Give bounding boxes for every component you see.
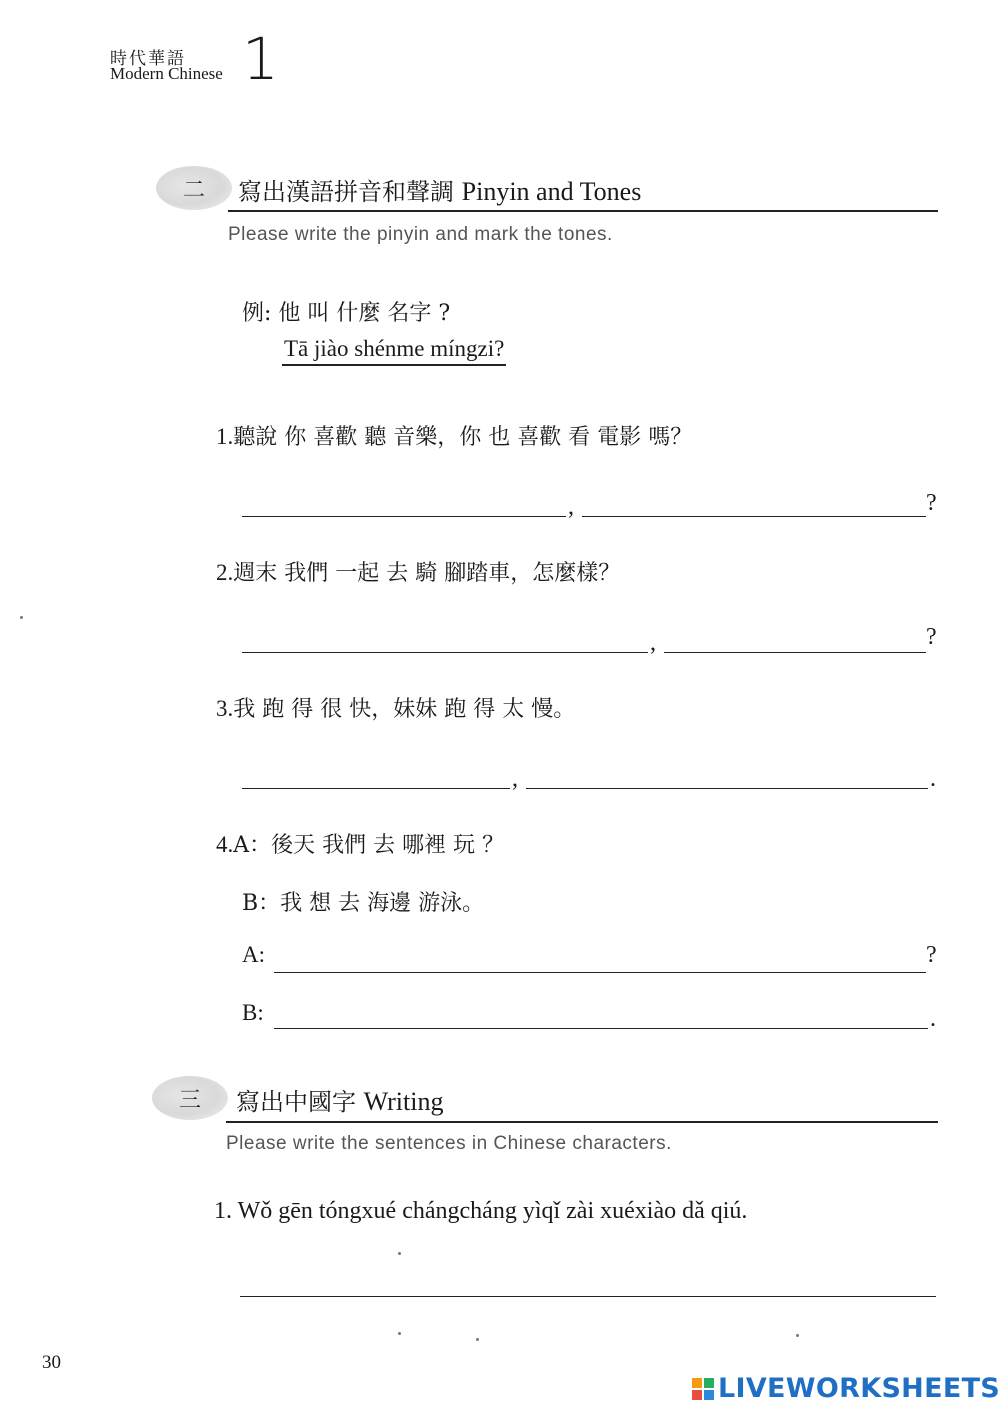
section-2-badge: 二 (156, 166, 232, 210)
question-4-line-b: B：我 想 去 海邊 游泳。 (242, 891, 485, 916)
section-2-instruction: Please write the pinyin and mark the tones. (228, 224, 613, 245)
answer-1-end: ? (926, 490, 937, 516)
question-2-number: 2. (216, 560, 234, 585)
answer-1a-blank[interactable] (242, 516, 566, 517)
answer-2b-blank[interactable] (664, 652, 926, 653)
answer-2-end: ? (926, 624, 937, 650)
question-4-number: 4. (216, 832, 234, 857)
section-2-rule (228, 210, 938, 212)
question-1-text: 聽說 你 喜歡 聽 音樂，你 也 喜歡 看 電影 嗎？ (233, 425, 693, 450)
volume-number: 1 (242, 25, 279, 93)
question-4 (216, 828, 504, 859)
section-3-rule (226, 1121, 938, 1123)
scan-speck (20, 616, 23, 619)
answer-4b-label: B: (242, 1000, 264, 1025)
scan-speck (796, 1334, 799, 1337)
answer-4b-blank[interactable] (274, 1028, 928, 1029)
example-chinese: 例: 他 叫 什麼 名字 ? (242, 301, 451, 326)
writing-question-1-number: 1. (214, 1198, 232, 1224)
scan-speck (398, 1252, 401, 1255)
question-2-text: 週末 我們 一起 去 騎 腳踏車，怎麼樣？ (233, 561, 621, 586)
liveworksheets-logo-icon (692, 1378, 714, 1400)
book-title-chinese: 時代華語 (110, 49, 186, 69)
answer-3a-blank[interactable] (242, 788, 510, 789)
answer-4a-label: A: (242, 942, 265, 967)
scan-speck (398, 1332, 401, 1335)
liveworksheets-logo[interactable] (692, 1373, 1000, 1404)
section-2-title-en: Pinyin and Tones (461, 177, 642, 206)
section-2-title (238, 172, 641, 207)
section-3-instruction: Please write the sentences in Chinese characters. (226, 1133, 672, 1154)
liveworksheets-logo-text: LIVEWORKSHEETS (718, 1373, 1000, 1404)
scan-speck (476, 1338, 479, 1341)
answer-1-comma: , (568, 494, 574, 520)
answer-3b-blank[interactable] (526, 788, 928, 789)
answer-4b-end: . (930, 1006, 936, 1032)
section-3-title-cn: 寫出中國字 (236, 1088, 356, 1116)
question-4-line-a: A：後天 我們 去 哪裡 玩 ？ (233, 833, 505, 858)
question-3 (216, 692, 575, 723)
writing-question-1 (214, 1198, 747, 1225)
question-3-text: 我 跑 得 很 快，妹妹 跑 得 太 慢。 (233, 697, 576, 722)
question-2 (216, 556, 620, 587)
page-number: 30 (42, 1352, 61, 1373)
question-3-number: 3. (216, 696, 234, 721)
book-title-english: Modern Chinese (110, 64, 223, 83)
section-3-badge: 三 (152, 1076, 228, 1120)
question-1 (216, 420, 692, 451)
writing-question-1-pinyin: Wǒ gēn tóngxué chángcháng yìqǐ zài xuéxiào dǎ qiú. (237, 1198, 748, 1224)
answer-1b-blank[interactable] (582, 516, 926, 517)
example-pinyin: Tā jiào shénme míngzi? (282, 336, 506, 366)
answer-4a-blank[interactable] (274, 972, 926, 973)
answer-2-comma: , (650, 630, 656, 656)
question-1-number: 1. (216, 424, 234, 449)
section-3-title (236, 1082, 443, 1117)
answer-3-comma: , (512, 766, 518, 792)
writing-answer-1-blank[interactable] (240, 1296, 936, 1297)
answer-2a-blank[interactable] (242, 652, 648, 653)
section-3-title-en: Writing (363, 1087, 444, 1116)
answer-4a-end: ? (926, 942, 937, 968)
answer-3-end: . (930, 766, 936, 792)
section-2-title-cn: 寫出漢語拼音和聲調 (238, 178, 454, 206)
